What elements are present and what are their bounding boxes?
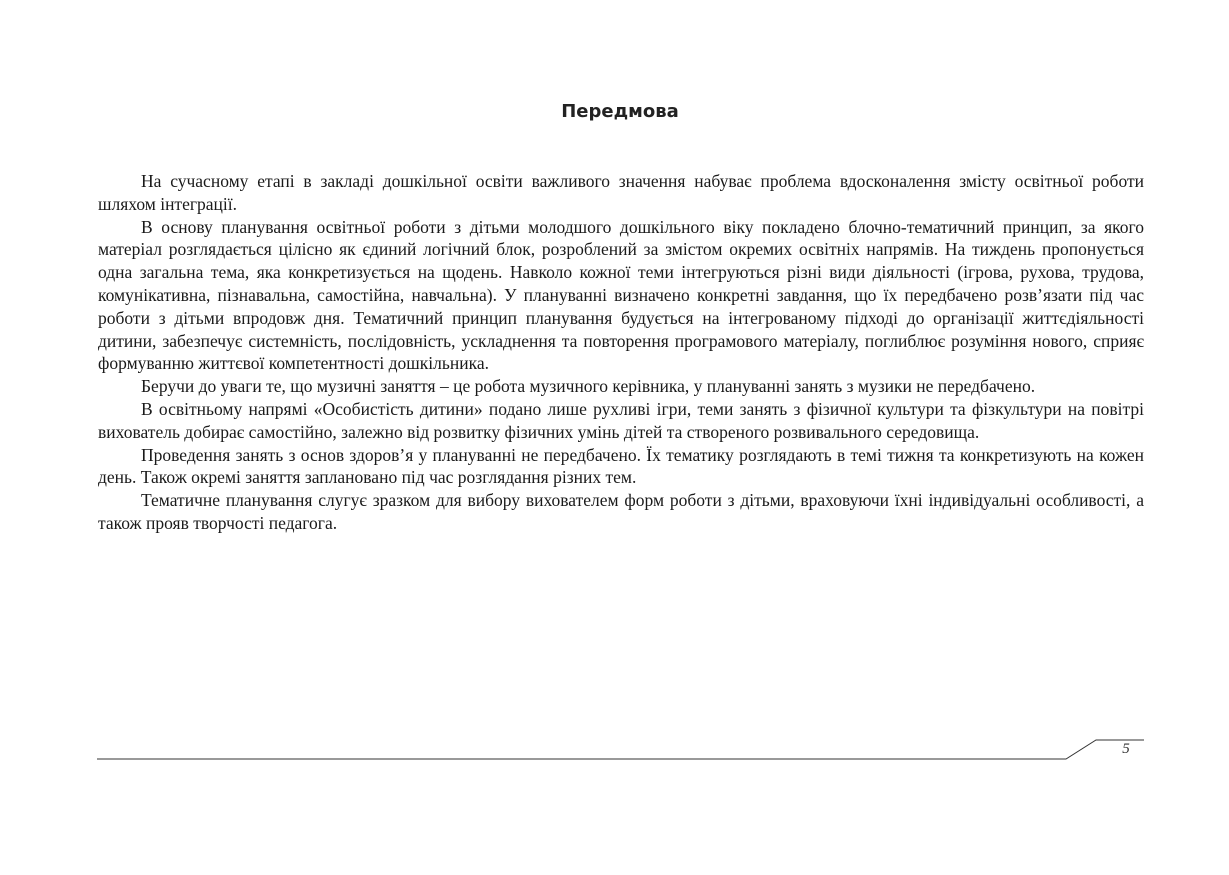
paragraph-3: Беручи до уваги те, що музичні заняття – це робота музичного керівника, у плануванні занять з музики не передбачено. [141,376,1036,397]
footer-rule [0,730,1229,770]
page-number: 5 [1122,741,1130,757]
paragraph-6: Тематичне планування слугує зразком для вибору вихователем форм роботи з дітьми, враховуючи їхні індивідуальні особливості, а також прояв творчості педагога. [98,490,1144,533]
page-title: Передмова [561,101,679,122]
paragraph-2: В основу планування освітньої роботи з дітьми молодшого дошкільного віку покладено блочно-тематичний принцип, за якого матеріал розглядається цілісно як єдиний логічний блок, розроблений за змістом окремих освітніх напрямів. На тиждень пропонується одна загальна тема, яка конкретизується на щодень. Навколо кожної теми інтегруються різні види діяльності (ігрова, рухова, трудова, комунікативна, пізнавальна, самостійна, навчальна). У плануванні визначено конкретні завдання, що їх передбачено розв’язати під час роботи з дітьми впродовж дня. Тематичний принцип планування будується на інтегрованому підході до організації життєдіяльності дитини, забезпечує системність, послідовність, ускладнення та повторення програмового матеріалу, поглиблює розуміння нового, сприяє формуванню життєвої компетентності дошкільника. [98,216,1144,374]
footer-rule-line [97,740,1144,759]
paragraph-1: На сучасному етапі в закладі дошкільної освіти важливого значення набуває проблема вдосконалення змісту освітньої роботи шляхом інтеграції. [98,171,1144,214]
body-text [98,170,1144,535]
paragraph-4: В освітньому напрямі «Особистість дитини» подано лише рухливі ігри, теми занять з фізичної культури та фізкультури на повітрі вихователь добирає самостійно, залежно від розвитку фізичних умінь дітей та створеного розвивального середовища. [98,398,1144,442]
paragraph-5: Проведення занять з основ здоров’я у плануванні не передбачено. Їх тематику розглядають в темі тижня та конкретизують на кожен день. Також окремі заняття заплановано під час розглядання різних тем. [98,444,1144,488]
